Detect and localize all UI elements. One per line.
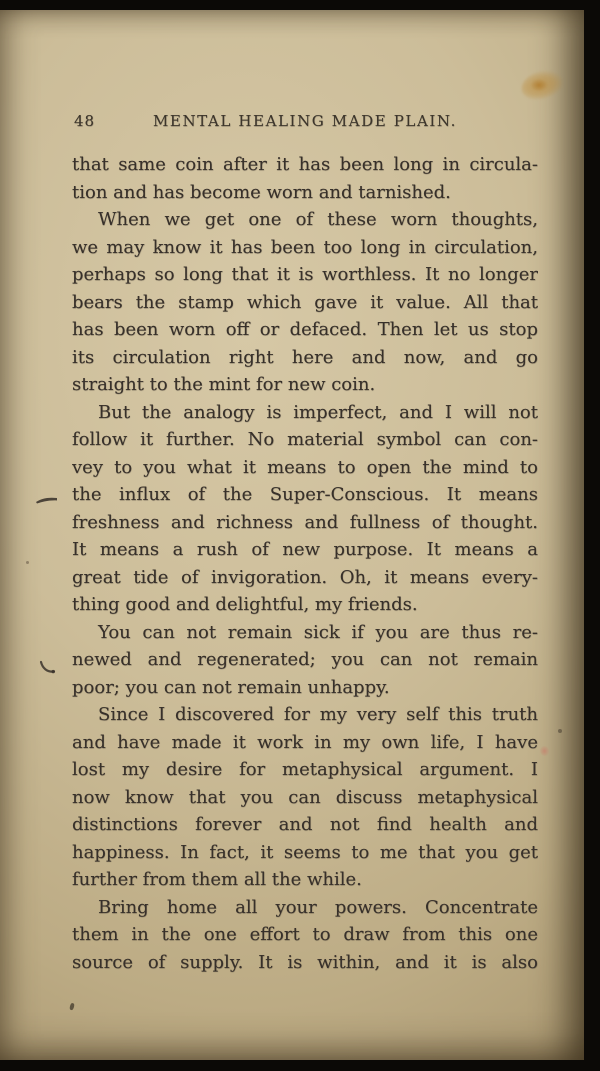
- running-title: MENTAL HEALING MADE PLAIN.: [152, 112, 458, 130]
- text-line: and have made it work in my own life, I have: [72, 731, 538, 753]
- pen-tick-icon: [39, 660, 57, 678]
- text-line: You can not remain sick if you are thus re-: [98, 621, 538, 643]
- running-header: [72, 112, 538, 134]
- text-line: freshness and richness and fullness of thought.: [72, 511, 538, 533]
- dark-speck: [558, 729, 562, 733]
- text-line: that same coin after it has been long in circula-: [72, 154, 538, 175]
- paragraph: [72, 151, 538, 206]
- paragraph: [72, 619, 538, 702]
- text-line: newed and regenerated; you can not remain: [72, 649, 538, 670]
- text-line: When we get one of these worn thoughts,: [98, 209, 538, 230]
- text-line: poor; you can not remain unhappy.: [72, 676, 390, 698]
- text-line: the influx of the Super-Conscious. It means: [72, 484, 538, 505]
- text-line: further from them all the while.: [72, 869, 362, 890]
- text-line: But the analogy is imperfect, and I will not: [98, 401, 538, 423]
- text-line: Bring home all your powers. Concentrate: [98, 896, 538, 918]
- book-page-paper: [0, 10, 584, 1060]
- text-line: now know that you can discuss metaphysical: [72, 786, 538, 808]
- text-line: its circulation right here and now, and go: [72, 346, 538, 368]
- paragraph: [72, 894, 538, 977]
- text-line: happiness. In fact, it seems to me that you get: [72, 841, 538, 863]
- text-line: It means a rush of new purpose. It means a: [72, 539, 538, 560]
- small-ink-mark: [69, 1003, 74, 1011]
- text-line: thing good and delightful, my friends.: [72, 594, 418, 615]
- text-line: bears the stamp which gave it value. All that: [72, 291, 538, 313]
- paragraph: [72, 701, 538, 894]
- page-body: [72, 151, 538, 976]
- text-line: tion and has become worn and tarnished.: [72, 181, 451, 203]
- text-line: distinctions forever and not find health and: [72, 814, 538, 835]
- text-line: them in the one effort to draw from this one: [72, 924, 538, 945]
- text-line: follow it further. No material symbol can con-: [72, 429, 538, 450]
- text-line: perhaps so long that it is worthless. It no longer: [72, 264, 538, 285]
- text-line: source of supply. It is within, and it is also: [72, 951, 538, 973]
- text-line: we may know it has been too long in circulation,: [72, 236, 538, 258]
- faint-dot: [26, 561, 29, 564]
- paragraph: [72, 206, 538, 399]
- stain-mark-core: [531, 79, 547, 91]
- page-number: 48: [74, 112, 96, 130]
- pen-dash-icon: [35, 490, 59, 500]
- text-line: straight to the mint for new coin.: [72, 374, 376, 395]
- text-line: lost my desire for metaphysical argument. I: [72, 759, 538, 780]
- text-line: great tide of invigoration. Oh, it means every-: [72, 566, 538, 588]
- pink-speck: [540, 746, 549, 756]
- paragraph: [72, 399, 538, 619]
- text-line: Since I discovered for my very self this truth: [98, 704, 538, 725]
- text-line: has been worn off or defaced. Then let us stop: [72, 319, 538, 340]
- text-line: vey to you what it means to open the mind to: [72, 456, 538, 478]
